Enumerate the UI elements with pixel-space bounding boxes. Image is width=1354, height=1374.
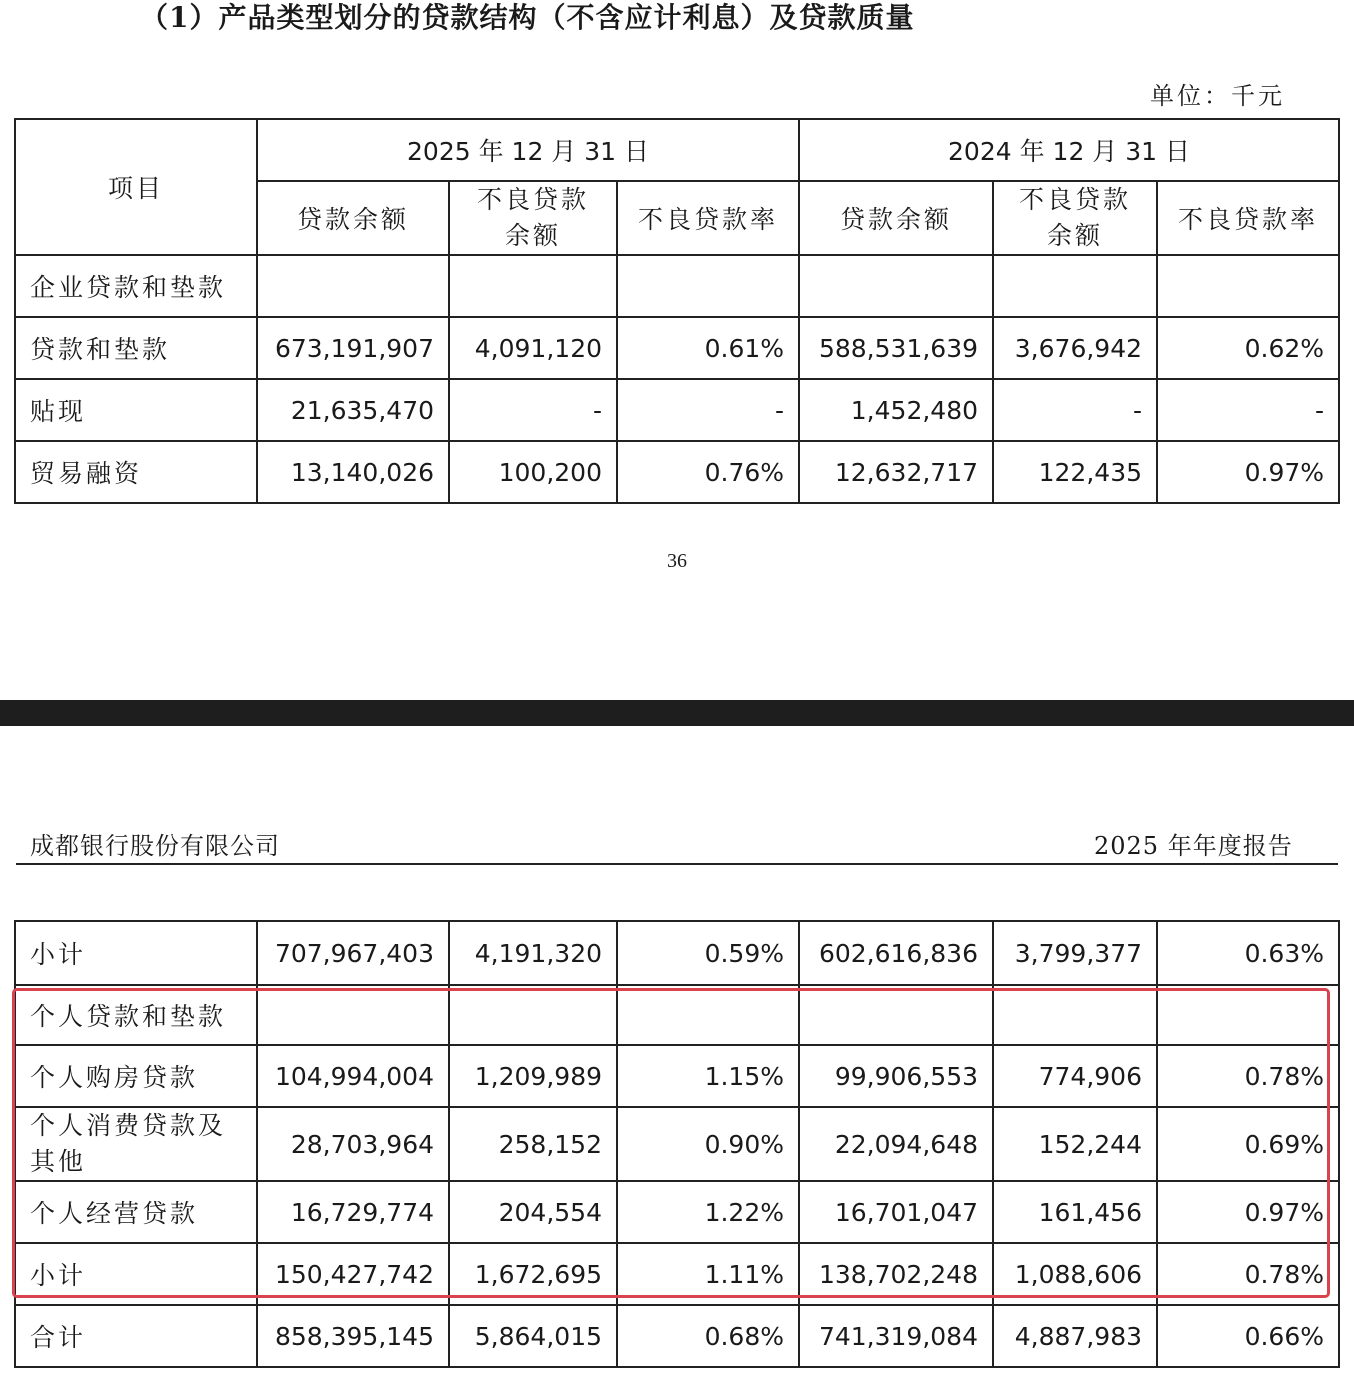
item-header: 项目 — [15, 119, 257, 255]
row-value: 28,703,964 — [257, 1107, 449, 1181]
row-value: 0.61% — [617, 317, 799, 379]
row-value — [257, 985, 449, 1045]
row-label: 贷款和垫款 — [15, 317, 257, 379]
row-value: 138,702,248 — [799, 1243, 993, 1305]
table-row — [15, 1243, 1339, 1305]
col-header-balance-2025: 贷款余额 — [257, 181, 449, 255]
row-value: 1,209,989 — [449, 1045, 617, 1107]
running-header-report: 2025 年年度报告 — [1094, 832, 1293, 860]
row-value — [1157, 985, 1339, 1045]
col-header-npl-line1: 不良贷款 — [1019, 185, 1132, 214]
col-header-npl-line1: 不良贷款 — [476, 185, 589, 214]
row-value: 161,456 — [993, 1181, 1157, 1243]
table-row — [15, 1107, 1339, 1181]
table-row — [15, 255, 1339, 317]
row-value: 13,140,026 — [257, 441, 449, 503]
row-value: 3,676,942 — [993, 317, 1157, 379]
row-value: 1.15% — [617, 1045, 799, 1107]
col-header-npl-2024 — [993, 181, 1157, 255]
row-value: 258,152 — [449, 1107, 617, 1181]
running-header-rule — [16, 863, 1338, 865]
row-value: 1.22% — [617, 1181, 799, 1243]
period-header-2024: 2024 年 12 月 31 日 — [799, 119, 1339, 181]
row-label: 个人消费贷款及其他 — [15, 1107, 257, 1181]
section-title: （1）产品类型划分的贷款结构（不含应计利息）及贷款质量 — [140, 1, 915, 34]
row-value: 204,554 — [449, 1181, 617, 1243]
table-row — [15, 1045, 1339, 1107]
row-value: 5,864,015 — [449, 1305, 617, 1367]
row-value: 4,887,983 — [993, 1305, 1157, 1367]
row-value: 3,799,377 — [993, 921, 1157, 985]
row-label: 合计 — [15, 1305, 257, 1367]
row-value: 0.62% — [1157, 317, 1339, 379]
table-row — [15, 985, 1339, 1045]
table-row — [15, 921, 1339, 985]
row-value: 0.63% — [1157, 921, 1339, 985]
unit-label: 单位：千元 — [1150, 82, 1285, 110]
row-value: - — [449, 379, 617, 441]
row-value: 21,635,470 — [257, 379, 449, 441]
row-label: 个人购房贷款 — [15, 1045, 257, 1107]
row-value: 0.69% — [1157, 1107, 1339, 1181]
row-value: 16,701,047 — [799, 1181, 993, 1243]
row-label: 小计 — [15, 1243, 257, 1305]
row-value: 12,632,717 — [799, 441, 993, 503]
page-number: 36 — [667, 550, 687, 572]
row-value: 150,427,742 — [257, 1243, 449, 1305]
row-value — [449, 255, 617, 317]
row-value — [993, 255, 1157, 317]
col-header-npl-2025 — [449, 181, 617, 255]
row-value: 100,200 — [449, 441, 617, 503]
row-value: 0.59% — [617, 921, 799, 985]
period-header-row — [15, 119, 1339, 181]
row-value: - — [1157, 379, 1339, 441]
row-value: 0.68% — [617, 1305, 799, 1367]
row-label: 贴现 — [15, 379, 257, 441]
table-row — [15, 1181, 1339, 1243]
row-value: 707,967,403 — [257, 921, 449, 985]
row-value: 0.76% — [617, 441, 799, 503]
row-value: 602,616,836 — [799, 921, 993, 985]
row-label: 贸易融资 — [15, 441, 257, 503]
row-value: 0.97% — [1157, 1181, 1339, 1243]
row-value: 1,088,606 — [993, 1243, 1157, 1305]
row-value: 4,191,320 — [449, 921, 617, 985]
row-value: 1,452,480 — [799, 379, 993, 441]
row-value: 104,994,004 — [257, 1045, 449, 1107]
loan-quality-table-bottom — [14, 920, 1340, 1368]
row-value: 122,435 — [993, 441, 1157, 503]
table-row — [15, 317, 1339, 379]
loan-quality-table-top — [14, 118, 1340, 504]
top-table-body — [15, 255, 1339, 503]
row-value: - — [617, 379, 799, 441]
col-header-npl-rate-2024: 不良贷款率 — [1157, 181, 1339, 255]
row-value — [449, 985, 617, 1045]
row-value: 0.78% — [1157, 1045, 1339, 1107]
row-value: 673,191,907 — [257, 317, 449, 379]
row-value: 0.97% — [1157, 441, 1339, 503]
col-header-balance-2024: 贷款余额 — [799, 181, 993, 255]
row-value — [799, 255, 993, 317]
table-row — [15, 1305, 1339, 1367]
row-value: 0.78% — [1157, 1243, 1339, 1305]
period-header-2025: 2025 年 12 月 31 日 — [257, 119, 799, 181]
row-value: 858,395,145 — [257, 1305, 449, 1367]
col-header-npl-line2: 余额 — [504, 221, 561, 250]
row-value: 0.90% — [617, 1107, 799, 1181]
row-value: 4,091,120 — [449, 317, 617, 379]
row-value — [617, 985, 799, 1045]
row-value: 0.66% — [1157, 1305, 1339, 1367]
row-label: 个人贷款和垫款 — [15, 985, 257, 1045]
row-value — [799, 985, 993, 1045]
row-value — [993, 985, 1157, 1045]
table-row — [15, 379, 1339, 441]
row-value: 588,531,639 — [799, 317, 993, 379]
row-value: 16,729,774 — [257, 1181, 449, 1243]
row-value: 1.11% — [617, 1243, 799, 1305]
col-header-npl-rate-2025: 不良贷款率 — [617, 181, 799, 255]
row-value: 152,244 — [993, 1107, 1157, 1181]
row-label: 企业贷款和垫款 — [15, 255, 257, 317]
page-divider — [0, 700, 1354, 726]
row-value: 774,906 — [993, 1045, 1157, 1107]
table-row — [15, 441, 1339, 503]
running-header-company: 成都银行股份有限公司 — [30, 832, 280, 860]
row-value — [617, 255, 799, 317]
row-value: 22,094,648 — [799, 1107, 993, 1181]
row-value — [257, 255, 449, 317]
row-value: 741,319,084 — [799, 1305, 993, 1367]
bottom-table-body — [15, 921, 1339, 1367]
row-value: 99,906,553 — [799, 1045, 993, 1107]
col-header-npl-line2: 余额 — [1047, 221, 1104, 250]
row-label: 小计 — [15, 921, 257, 985]
row-value — [1157, 255, 1339, 317]
row-value: - — [993, 379, 1157, 441]
row-value: 1,672,695 — [449, 1243, 617, 1305]
row-label: 个人经营贷款 — [15, 1181, 257, 1243]
